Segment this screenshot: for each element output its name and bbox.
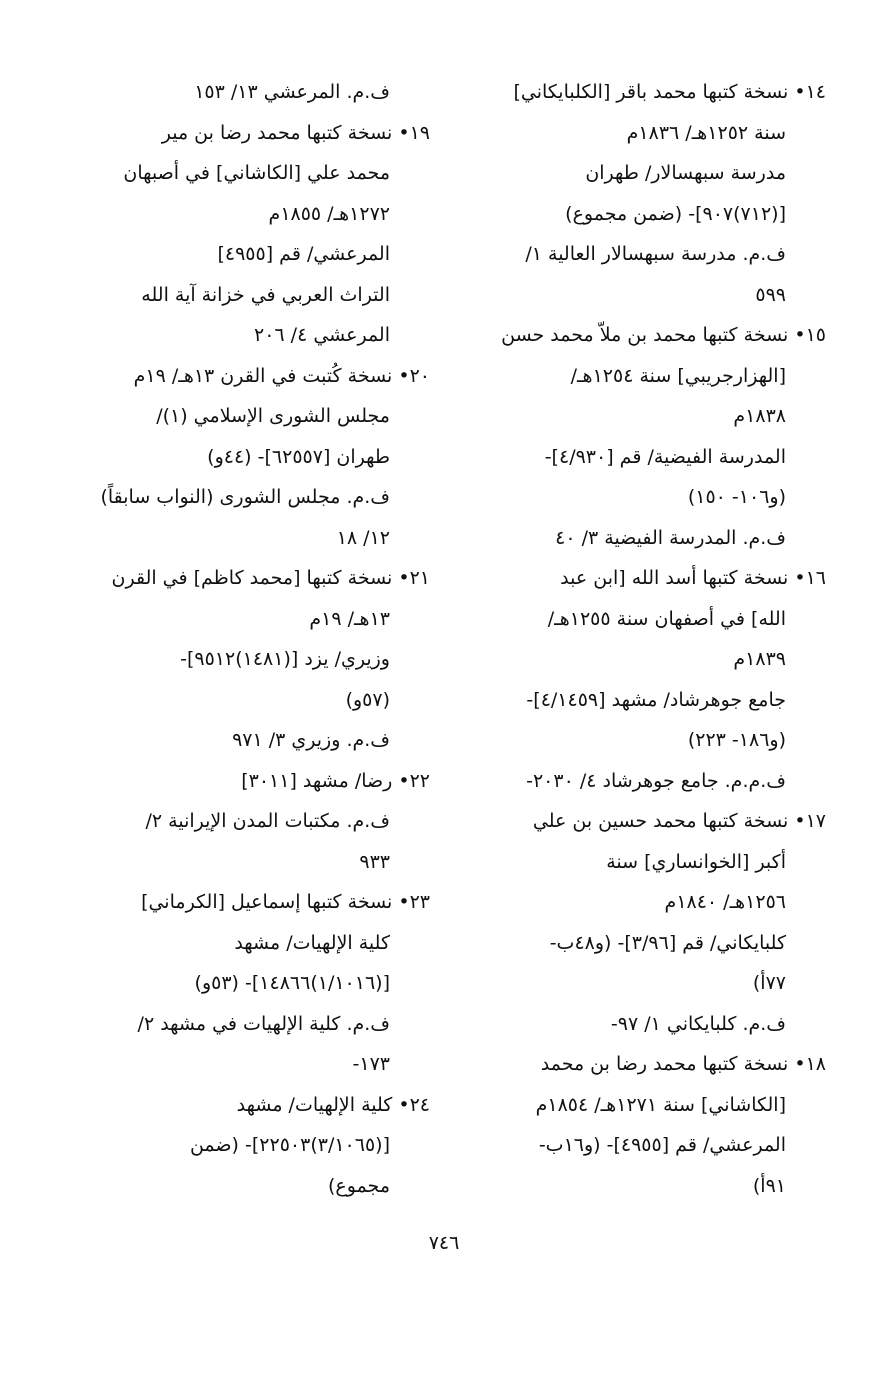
right-column-line: ١٨٣٨م [733, 405, 786, 427]
right-column-line: جامع جوهرشاد/ مشهد [٤/١٤٥٩]- [526, 688, 786, 711]
left-column-line: ف.م. كلية الإلهيات في مشهد ٢/ [137, 1012, 390, 1035]
right-column-line: [الهزارجريبي] سنة ١٢٥٤هـ/ [570, 364, 786, 387]
right-column-line: ف.م.م. جامع جوهرشاد ٤/ ٢٠٣٠- [526, 769, 786, 792]
left-column-line: ف.م. مكتبات المدن الإيرانية ٢/ [145, 810, 390, 832]
left-column-line: ١٧٣- [352, 1053, 390, 1075]
right-column-line: (و١٨٦- ٢٢٣) [687, 729, 786, 751]
right-column-line: ١٤• نسخة كتبها محمد باقر [الكلبايكاني] [513, 81, 826, 103]
left-column [95, 72, 430, 1206]
left-column-line: محمد علي [الكاشاني] في أصبهان [123, 162, 390, 184]
left-column-line: المرعشي/ قم [٤٩٥٥] [217, 243, 390, 265]
left-column-line: مجموع) [328, 1174, 390, 1197]
right-column-line: ١٢٥٦هـ/ ١٨٤٠م [664, 891, 786, 913]
right-column-line: (و١٠٦- ١٥٠) [687, 486, 786, 508]
right-column-line: [(٧١٢)٩٠٧]- (ضمن مجموع) [565, 202, 786, 225]
right-column [491, 72, 826, 1206]
left-column-line: ٢٤• كلية الإلهيات/ مشهد [236, 1093, 430, 1116]
right-column-line: ١٨• نسخة كتبها محمد رضا بن محمد [540, 1053, 826, 1075]
left-column-line: ١٢٧٢هـ/ ١٨٥٥م [268, 202, 390, 225]
left-column-line: ١٣هـ/ ١٩م [309, 607, 390, 630]
left-column-line: كلية الإلهيات/ مشهد [234, 931, 390, 954]
left-column-line: ٢٢• رضا/ مشهد [٣٠١١] [241, 769, 430, 792]
left-column-line: ف.م. مجلس الشورى (النواب سابقاً) [100, 486, 390, 508]
right-column-line: ١٨٣٩م [733, 648, 786, 670]
left-column-line: التراث العربي في خزانة آية الله [141, 283, 390, 306]
right-column-line: ف.م. كلبايكاني ١/ ٩٧- [610, 1012, 786, 1035]
page-number: ٧٤٦ [428, 1232, 460, 1254]
left-column-line: ٢١• نسخة كتبها [محمد كاظم] في القرن [111, 567, 430, 589]
left-column-line: ف.م. المرعشي ١٣/ ١٥٣ [194, 81, 390, 103]
left-column-line: ٩٣٣ [359, 850, 390, 873]
right-column-line: الله] في أصفهان سنة ١٢٥٥هـ/ [547, 607, 786, 630]
right-column-line: ١٥• نسخة كتبها محمد بن ملاّ محمد حسن [501, 324, 826, 346]
right-column-line: أكبر [الخوانساري] سنة [606, 850, 786, 873]
right-column-line: ١٦• نسخة كتبها أسد الله [ابن عبد [560, 567, 826, 589]
left-column-line: [(٣/١٠٦٥)٢٢٥٠٣]- (ضمن [189, 1134, 390, 1156]
left-column-line: ١٩• نسخة كتبها محمد رضا بن مير [161, 121, 430, 144]
left-column-line: ١٢/ ١٨ [336, 526, 390, 549]
left-column-line: ٢٠• نسخة كُتبت في القرن ١٣هـ/ ١٩م [133, 364, 430, 387]
left-column-line: وزيري/ يزد [(١٤٨١)٩٥١٢]- [180, 648, 390, 670]
left-column-line: (٥٧و) [345, 688, 390, 711]
right-column-line: سنة ١٢٥٢هـ/ ١٨٣٦م [626, 121, 786, 144]
right-column-line: ف.م. مدرسة سبهسالار العالية ١/ [525, 243, 786, 265]
right-column-line: ف.م. المدرسة الفيضية ٣/ ٤٠ [555, 526, 786, 549]
left-column-line: ٢٣• نسخة كتبها إسماعيل [الكرماني] [141, 891, 430, 913]
left-column-line: طهران [٦٢٥٥٧]- (٤٤و) [207, 445, 390, 468]
left-column-line: مجلس الشورى الإسلامي (١)/ [156, 405, 390, 427]
right-column-line: مدرسة سبهسالار/ طهران [585, 162, 786, 184]
left-column-line: [(١/١٠١٦)١٤٨٦٦]- (٥٣و) [194, 972, 390, 994]
right-column-line: ٩١أ) [752, 1174, 786, 1197]
left-column-line: المرعشي ٤/ ٢٠٦ [254, 324, 390, 346]
right-column-line: المرعشي/ قم [٤٩٥٥]- (و١٦ب- [538, 1134, 786, 1156]
right-column-line: ٥٩٩ [755, 283, 786, 306]
right-column-line: [الكاشاني] سنة ١٢٧١هـ/ ١٨٥٤م [535, 1093, 786, 1116]
right-column-line: المدرسة الفيضية/ قم [٤/٩٣٠]- [544, 445, 786, 468]
right-column-line: ١٧• نسخة كتبها محمد حسين بن علي [532, 810, 826, 832]
right-column-line: كلبايكاني/ قم [٣/٩٦]- (و٤٨ب- [549, 931, 786, 954]
right-column-line: ٧٧أ) [752, 972, 786, 994]
left-column-line: ف.م. وزيري ٣/ ٩٧١ [232, 729, 390, 751]
